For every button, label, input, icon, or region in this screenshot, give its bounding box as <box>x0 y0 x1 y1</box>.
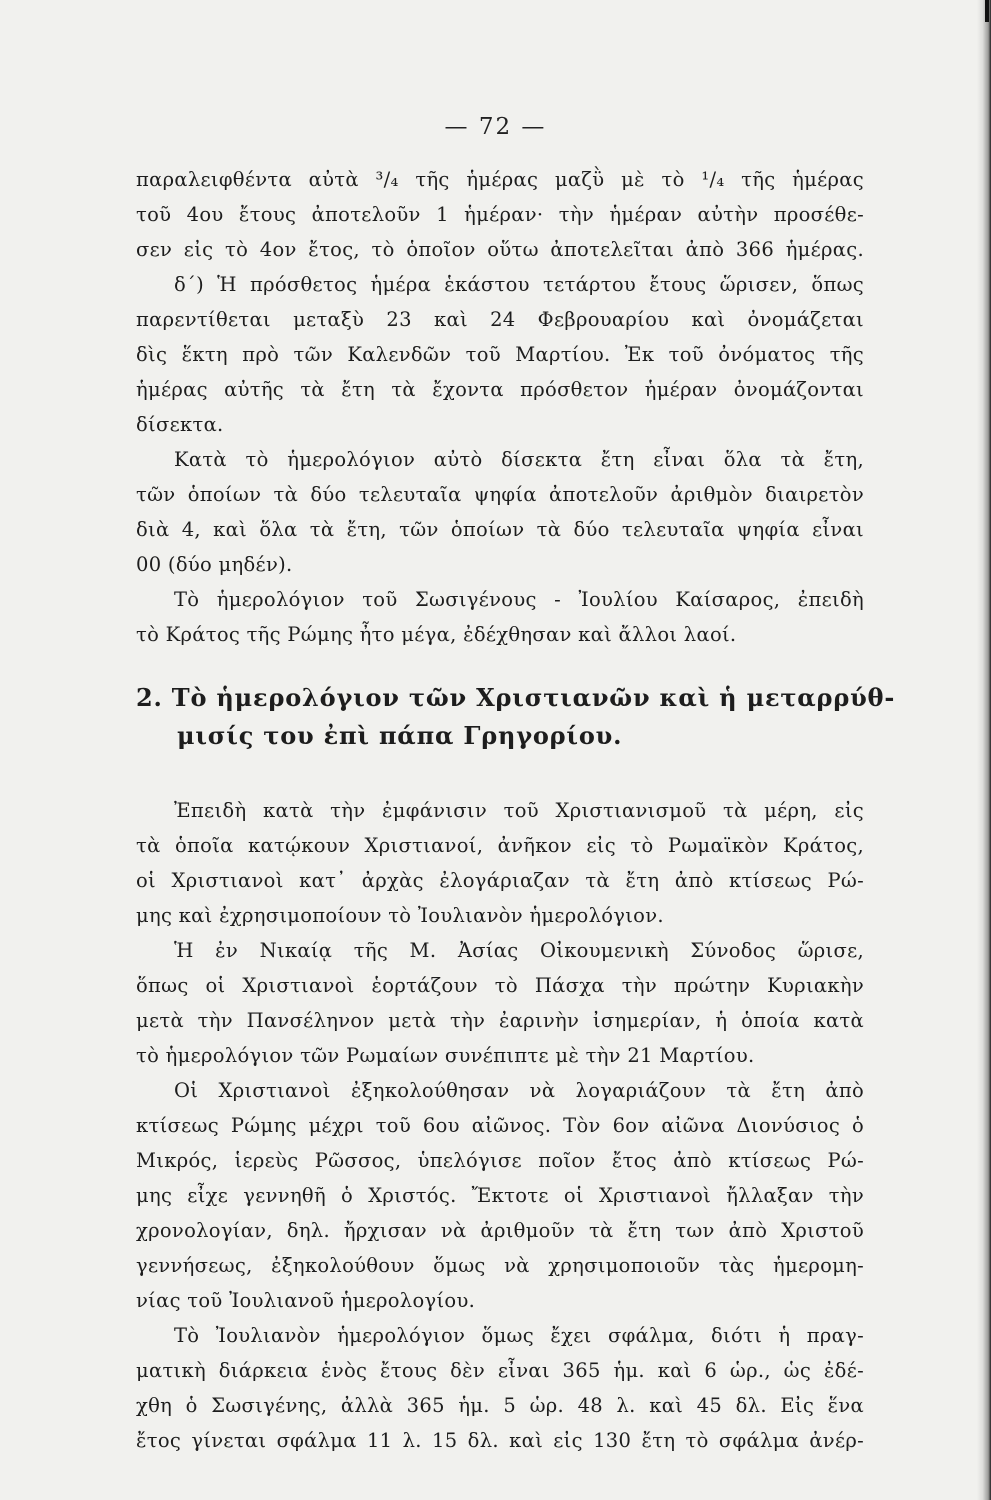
text-line: Τὸ ἡμερολόγιον τοῦ Σωσιγένους - Ἰουλίου Καίσαρος, ἐπειδὴ <box>174 588 864 611</box>
text-line: παρεντίθεται μεταξὺ 23 καὶ 24 Φεβρουαρίου καὶ ὀνομάζεται <box>136 308 864 331</box>
text-line: χθη ὁ Σωσιγένης, ἀλλὰ 365 ἡμ. 5 ὡρ. 48 λ. καὶ 45 δλ. Εἰς ἕνα <box>136 1394 864 1417</box>
text-line: Ἐπειδὴ κατὰ τὴν ἐμφάνισιν τοῦ Χριστιανισμοῦ τὰ μέρη, εἰς <box>174 799 864 822</box>
text-line: διὰ 4, καὶ ὅλα τὰ ἔτη, τῶν ὁποίων τὰ δύο τελευταῖα ψηφία εἶναι <box>136 518 864 541</box>
text-line: οἱ Χριστιανοὶ κατ᾽ ἀρχὰς ἐλογάριαζαν τὰ ἔτη ἀπὸ κτίσεως Ρώ- <box>136 869 864 892</box>
text-line: δὶς ἕκτη πρὸ τῶν Καλενδῶν τοῦ Μαρτίου. Ἐκ τοῦ ὀνόματος τῆς <box>136 343 864 366</box>
section-heading: μισίς του ἐπὶ πάπα Γρηγορίου. <box>177 721 623 750</box>
text-line: 00 (δύο μηδέν). <box>136 553 293 576</box>
text-line: τὸ ἡμερολόγιον τῶν Ρωμαίων συνέπιπτε μὲ τὴν 21 Μαρτίου. <box>136 1044 755 1067</box>
text-line: Ἡ ἐν Νικαίᾳ τῆς Μ. Ἀσίας Οἰκουμενικὴ Σύνοδος ὥρισε, <box>174 939 864 962</box>
text-line: τοῦ 4ου ἔτους ἀποτελοῦν 1 ἡμέραν· τὴν ἡμέραν αὐτὴν προσέθε- <box>136 203 864 226</box>
text-line: Τὸ Ἰουλιανὸν ἡμερολόγιον ὅμως ἔχει σφάλμα, διότι ἡ πραγ- <box>174 1324 864 1347</box>
text-line: Μικρός, ἱερεὺς Ρῶσσος, ὑπελόγισε ποῖον ἔτος ἀπὸ κτίσεως Ρώ- <box>136 1149 864 1172</box>
page-number: — 72 — <box>444 114 547 140</box>
text-line: ὅπως οἱ Χριστιανοὶ ἑορτάζουν τὸ Πάσχα τὴν πρώτην Κυριακὴν <box>136 974 864 997</box>
text-line: τῶν ὁποίων τὰ δύο τελευταῖα ψηφία ἀποτελοῦν ἀριθμὸν διαιρετὸν <box>136 483 864 506</box>
text-line: ματικὴ διάρκεια ἑνὸς ἔτους δὲν εἶναι 365 ἡμ. καὶ 6 ὡρ., ὡς ἐδέ- <box>136 1359 864 1382</box>
page-edge-shadow <box>977 0 991 1500</box>
page-edge-mark <box>985 0 989 22</box>
text-line: κτίσεως Ρώμης μέχρι τοῦ 6ου αἰῶνος. Τὸν 6ον αἰῶνα Διονύσιος ὁ <box>136 1114 864 1137</box>
text-line: νίας τοῦ Ἰουλιανοῦ ἡμερολογίου. <box>136 1289 476 1312</box>
text-line: γεννήσεως, ἐξηκολούθουν ὅμως νὰ χρησιμοποιοῦν τὰς ἡμερομη- <box>136 1254 864 1277</box>
text-line: ἔτος γίνεται σφάλμα 11 λ. 15 δλ. καὶ εἰς 130 ἔτη τὸ σφάλμα ἀνέρ- <box>136 1429 864 1452</box>
text-line: μης εἶχε γεννηθῆ ὁ Χριστός. Ἔκτοτε οἱ Χριστιανοὶ ἤλλαξαν τὴν <box>136 1184 864 1207</box>
text-line: Οἱ Χριστιανοὶ ἐξηκολούθησαν νὰ λογαριάζουν τὰ ἔτη ἀπὸ <box>174 1079 864 1102</box>
text-line: μετὰ τὴν Πανσέληνον μετὰ τὴν ἐαρινὴν ἰσημερίαν, ἡ ὁποία κατὰ <box>136 1009 864 1032</box>
text-line: ἡμέρας αὐτῆς τὰ ἔτη τὰ ἔχοντα πρόσθετον ἡμέραν ὀνομάζονται <box>136 378 864 401</box>
text-line: χρονολογίαν, δηλ. ἤρχισαν νὰ ἀριθμοῦν τὰ ἔτη των ἀπὸ Χριστοῦ <box>136 1219 864 1242</box>
text-line: μης καὶ ἐχρησιμοποίουν τὸ Ἰουλιανὸν ἡμερολόγιον. <box>136 904 664 927</box>
text-line: δ΄) Ἡ πρόσθετος ἡμέρα ἑκάστου τετάρτου ἔτους ὥρισεν, ὅπως <box>174 273 864 296</box>
text-line: τὸ Κράτος τῆς Ρώμης ἦτο μέγα, ἐδέχθησαν καὶ ἄλλοι λαοί. <box>136 623 737 646</box>
section-heading: 2. Τὸ ἡμερολόγιον τῶν Χριστιανῶν καὶ ἡ μεταρρύθ- <box>136 683 896 712</box>
text-line: σεν εἰς τὸ 4ον ἔτος, τὸ ὁποῖον οὕτω ἀποτελεῖται ἀπὸ 366 ἡμέρας. <box>136 238 864 261</box>
text-line: Κατὰ τὸ ἡμερολόγιον αὐτὸ δίσεκτα ἔτη εἶναι ὅλα τὰ ἔτη, <box>174 448 864 471</box>
text-line: δίσεκτα. <box>136 413 224 436</box>
text-line: παραλειφθέντα αὐτὰ ³/₄ τῆς ἡμέρας μαζῢ μὲ τὸ ¹/₄ τῆς ἡμέρας <box>136 168 864 191</box>
text-line: τὰ ὁποῖα κατῴκουν Χριστιανοί, ἀνῆκον εἰς τὸ Ρωμαϊκὸν Κράτος, <box>136 834 864 857</box>
